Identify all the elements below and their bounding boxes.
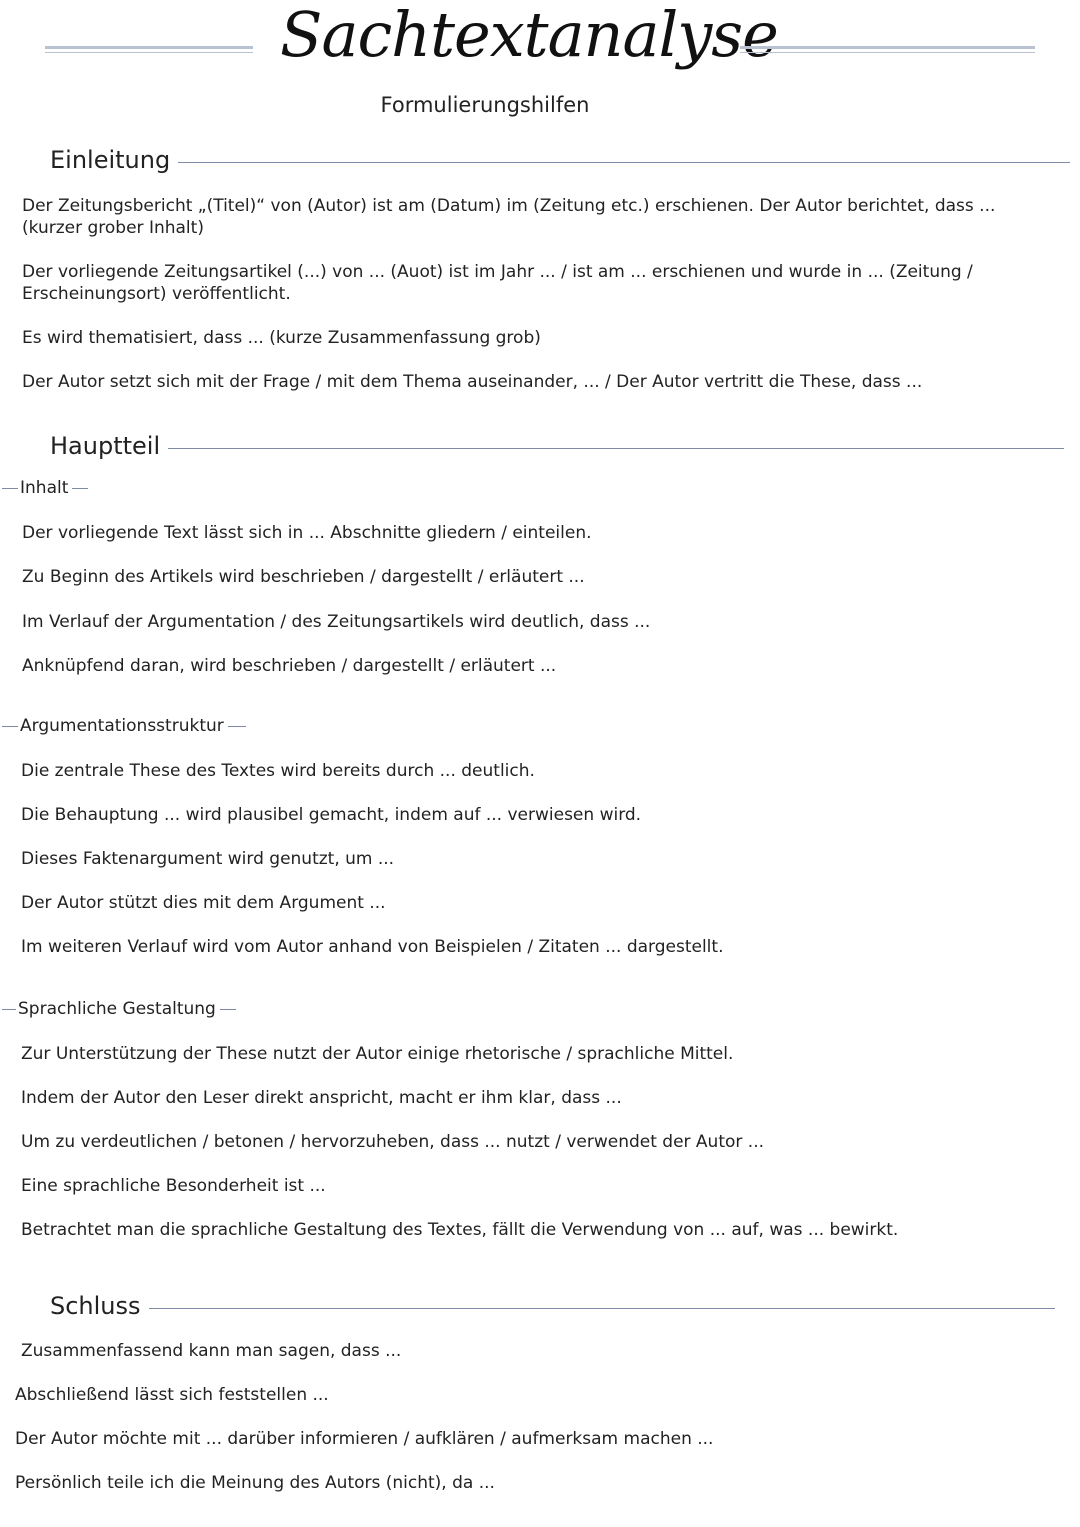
section-heading-hauptteil — [50, 434, 1064, 458]
dash — [228, 726, 246, 727]
text-line: Der Autor möchte mit ... darüber informieren / aufklären / aufmerksam machen ... — [15, 1429, 714, 1449]
text-line: Zusammenfassend kann man sagen, dass ... — [21, 1341, 402, 1361]
dash — [2, 488, 18, 489]
text-line: (kurzer grober Inhalt) — [22, 218, 204, 238]
text-line: Der Zeitungsbericht „(Titel)“ von (Autor) ist am (Datum) im (Zeitung etc.) erschienen. Der Autor berichtet, dass ... — [22, 196, 996, 216]
page-title: Sachtextanalyse — [280, 0, 778, 71]
title-rule-left — [45, 46, 253, 53]
text-line: Um zu verdeutlichen / betonen / hervorzuheben, dass ... nutzt / verwendet der Autor ... — [21, 1132, 765, 1152]
text-line: Erscheinungsort) veröffentlicht. — [22, 284, 291, 304]
section-rule — [178, 162, 1070, 163]
text-line: Der vorliegende Zeitungsartikel (...) von ... (Auot) ist im Jahr ... / ist am ... erschienen und wurde in ... (Zeitung / — [22, 262, 973, 282]
section-rule — [168, 448, 1064, 449]
text-line: Anknüpfend daran, wird beschrieben / dargestellt / erläutert ... — [22, 656, 557, 676]
title-rule-right — [740, 46, 1035, 53]
section-heading-label: Schluss — [50, 1292, 141, 1320]
subheading-inhalt — [2, 480, 88, 497]
title-area — [0, 0, 1080, 130]
dash — [72, 488, 88, 489]
subheading-label: Argumentationsstruktur — [20, 716, 224, 736]
section-heading-schluss — [50, 1294, 1055, 1318]
section-heading-einleitung — [50, 148, 1070, 172]
text-line: Im weiteren Verlauf wird vom Autor anhand von Beispielen / Zitaten ... dargestellt. — [21, 937, 724, 957]
text-line: Indem der Autor den Leser direkt anspricht, macht er ihm klar, dass ... — [21, 1088, 622, 1108]
subheading-label: Inhalt — [20, 478, 69, 498]
text-line: Der Autor setzt sich mit der Frage / mit dem Thema auseinander, ... / Der Autor vertritt die These, dass ... — [22, 372, 923, 392]
text-line: Der Autor stützt dies mit dem Argument ... — [21, 893, 386, 913]
page-subtitle: Formulierungshilfen — [380, 93, 590, 117]
text-line: Zu Beginn des Artikels wird beschrieben / dargestellt / erläutert ... — [22, 567, 585, 587]
section-rule — [149, 1308, 1055, 1309]
text-line: Betrachtet man die sprachliche Gestaltung des Textes, fällt die Verwendung von ... auf, was ... bewirkt. — [21, 1220, 899, 1240]
text-line: Persönlich teile ich die Meinung des Autors (nicht), da ... — [15, 1473, 495, 1493]
text-line: Abschließend lässt sich feststellen ... — [15, 1385, 329, 1405]
subheading-sprachliche-gestaltung — [2, 1001, 236, 1018]
dash — [2, 1009, 16, 1010]
section-heading-label: Einleitung — [50, 146, 171, 174]
text-line: Zur Unterstützung der These nutzt der Autor einige rhetorische / sprachliche Mittel. — [21, 1044, 734, 1064]
section-heading-label: Hauptteil — [50, 432, 161, 460]
text-line: Dieses Faktenargument wird genutzt, um ... — [21, 849, 395, 869]
dash — [2, 726, 18, 727]
text-line: Die zentrale These des Textes wird bereits durch ... deutlich. — [21, 761, 535, 781]
text-line: Die Behauptung ... wird plausibel gemacht, indem auf ... verwiesen wird. — [21, 805, 642, 825]
subheading-argumentationsstruktur — [2, 718, 246, 735]
text-line: Eine sprachliche Besonderheit ist ... — [21, 1176, 326, 1196]
text-line: Im Verlauf der Argumentation / des Zeitungsartikels wird deutlich, dass ... — [22, 612, 651, 632]
subheading-label: Sprachliche Gestaltung — [18, 999, 216, 1019]
text-line: Der vorliegende Text lässt sich in ... Abschnitte gliedern / einteilen. — [22, 523, 592, 543]
text-line: Es wird thematisiert, dass ... (kurze Zusammenfassung grob) — [22, 328, 541, 348]
dash — [220, 1009, 236, 1010]
